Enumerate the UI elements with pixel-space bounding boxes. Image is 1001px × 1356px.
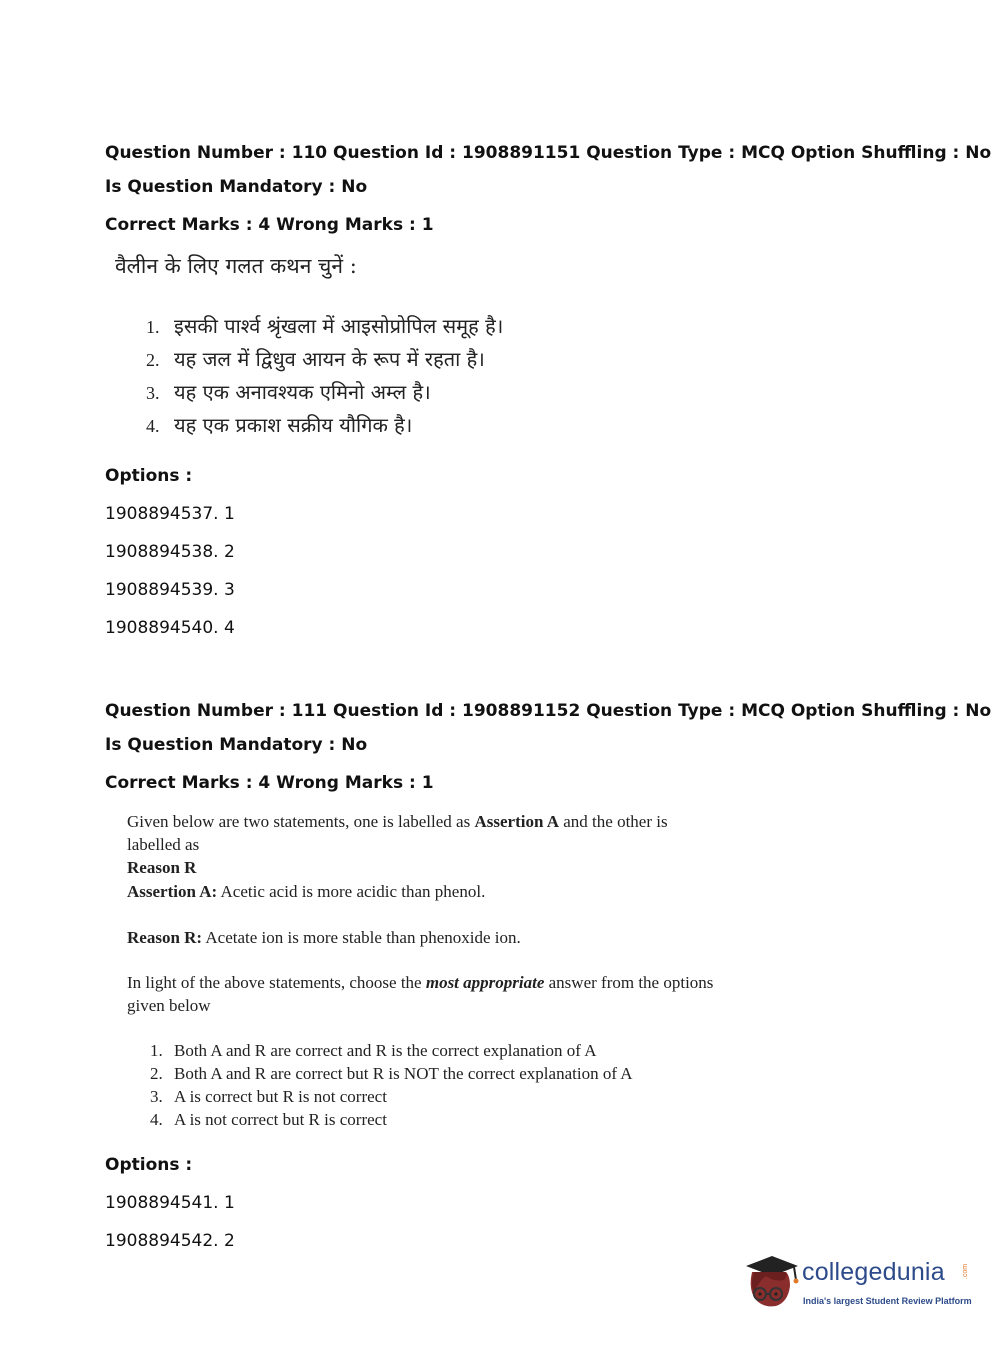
choice-text: A is not correct but R is correct: [174, 1110, 387, 1129]
choice-text: A is correct but R is not correct: [174, 1087, 387, 1106]
q110-statement: [146, 378, 431, 405]
statement-text: यह एक अनावश्यक एमिनो अम्ल है।: [174, 380, 431, 404]
statement-text: यह एक प्रकाश सक्रीय यौगिक है।: [174, 413, 413, 437]
statement-number: 4.: [146, 416, 160, 436]
q110-meta-line3: Correct Marks : 4 Wrong Marks : 1: [105, 215, 434, 235]
q110-option: 1908894537. 1: [105, 504, 235, 524]
q110-option: 1908894539. 3: [105, 580, 235, 600]
choice-number: 2.: [150, 1064, 163, 1083]
q111-choice: [150, 1087, 387, 1107]
assertion-label: Assertion A:: [127, 882, 218, 901]
q110-option: 1908894538. 2: [105, 542, 235, 562]
choice-number: 3.: [150, 1087, 163, 1106]
choice-text: Both A and R are correct and R is the correct explanation of A: [174, 1041, 597, 1060]
reason-label: Reason R:: [127, 928, 203, 947]
q110-options-label: Options :: [105, 466, 193, 486]
statement-number: 2.: [146, 350, 160, 370]
q110-option: 1908894540. 4: [105, 618, 235, 638]
q110-statement: [146, 411, 412, 438]
q110-meta-line2: Is Question Mandatory : No: [105, 177, 368, 197]
q111-instruction: In light of the above statements, choose the most appropriate answer from the options given below: [127, 973, 714, 1015]
q110-question-text: वैलीन के लिए गलत कथन चुनें :: [115, 254, 357, 278]
mascot-icon: [740, 1250, 802, 1312]
logo-tagline: India's largest Student Review Platform: [803, 1296, 972, 1306]
q111-meta-line1: Question Number : 111 Question Id : 1908891152 Question Type : MCQ Option Shuffling : No: [105, 701, 992, 721]
q111-meta-line2: Is Question Mandatory : No: [105, 735, 368, 755]
statement-number: 1.: [146, 317, 160, 337]
q111-option: 1908894542. 2: [105, 1231, 235, 1251]
q111-choice: [150, 1041, 597, 1061]
q111-meta-line3: Correct Marks : 4 Wrong Marks : 1: [105, 773, 434, 793]
statement-text: यह जल में द्विधुव आयन के रूप में रहता है।: [174, 347, 485, 371]
q110-statement: [146, 345, 485, 372]
q110-meta-line1: Question Number : 110 Question Id : 1908891151 Question Type : MCQ Option Shuffling : No: [105, 143, 992, 163]
statement-number: 3.: [146, 383, 160, 403]
logo-suffix: .com: [962, 1263, 970, 1280]
statement-text: इसकी पार्श्व श्रृंखला में आइसोप्रोपिल समूह है।: [174, 314, 504, 338]
q111-option: 1908894541. 1: [105, 1193, 235, 1213]
q111-intro: Given below are two statements, one is labelled as Assertion A and the other is labelled as Reason R: [127, 812, 668, 877]
logo-wordmark: collegedunia: [802, 1258, 945, 1286]
choice-number: 1.: [150, 1041, 163, 1060]
q110-statement: [146, 312, 503, 339]
reason-text: Acetate ion is more stable than phenoxide ion.: [202, 928, 521, 947]
q111-reason: [127, 926, 727, 949]
q111-choice: [150, 1110, 387, 1130]
q111-assertion: [127, 880, 727, 903]
assertion-text: Acetic acid is more acidic than phenol.: [217, 882, 486, 901]
q111-options-label: Options :: [105, 1155, 193, 1175]
q111-choice: [150, 1064, 633, 1084]
choice-text: Both A and R are correct but R is NOT the correct explanation of A: [174, 1064, 633, 1083]
choice-number: 4.: [150, 1110, 163, 1129]
collegedunia-logo: [740, 1248, 970, 1318]
